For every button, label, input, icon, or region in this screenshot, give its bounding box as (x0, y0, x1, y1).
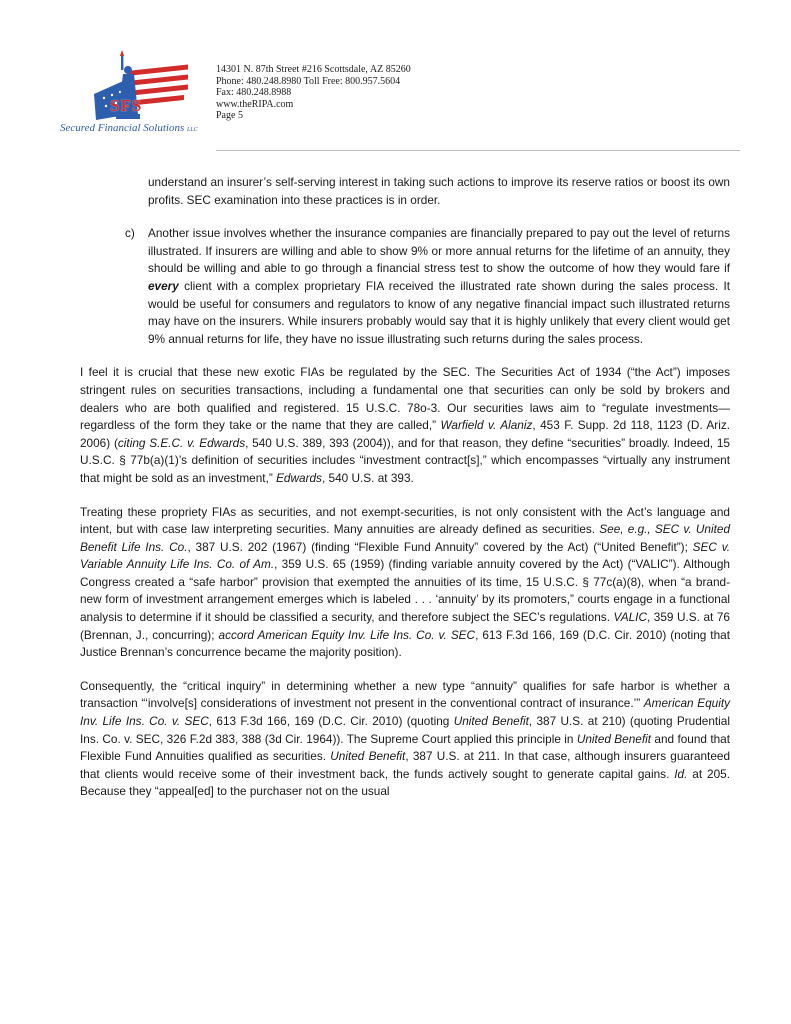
paragraph-treating-fias (80, 504, 730, 662)
case-citation: American Equity Inv. Life Ins. Co. v. SEC (80, 696, 730, 729)
list-marker: c) (125, 226, 135, 241)
company-name-text: Secured Financial Solutions (60, 122, 185, 134)
document-body (80, 174, 730, 817)
text-run: Treating these propriety FIAs as securities, and not exempt-securities, is not only consistent with the Act’s language and intent, but with case law interpreting securities. Many annuities are already defined as securities. (80, 504, 730, 537)
case-citation: United Benefit (453, 714, 529, 729)
case-citation: United Benefit (330, 749, 406, 764)
case-citation: United Benefit (576, 731, 652, 746)
text-run: , 453 F. Supp. 2d 118, 1123 (D. Ariz. 2006) ( (80, 418, 730, 450)
list-item-c (125, 225, 730, 348)
header-divider (216, 150, 740, 151)
text-run: Consequently, the “critical inquiry” in determining whether a new type “annuity” qualifies for safe harbor is whether a transaction “‘involve[s] considerations of investment not present in the conventional contract of insurance.’” (80, 678, 730, 711)
case-citation: Id. (674, 766, 688, 781)
logo-letters: SFS (110, 96, 143, 115)
text-run: , 359 U.S. 65 (1959) (finding variable annuity covered by the Act) (“VALIC”). Although Congress created a “safe harbor” provision that exempted the annuities of its time, 15 U.S.C. § 77c(a)(8), when “a brand-new form of investment arrangement emerges which is labeled . . . ‘annuity’ by its promoters,” courts engage in a functional analysis to determine if it should be classified a security, and therefore subject the SEC’s regulations. (80, 557, 730, 625)
emphasis: every (148, 278, 179, 293)
website: www.theRIPA.com (216, 98, 294, 110)
company-suffix: LLC (187, 127, 198, 133)
text-run: , 540 U.S. 389, 393 (2004)), and for that reason, they define “securities” broadly. Indeed, 15 U.S.C. § 77b(a)(1)’s definition of securities includes “investment contract[s],” which encompasses “virtually any instrument that might be sold as an investment,” (80, 435, 730, 485)
company-name (60, 122, 198, 134)
case-citation: accord American Equity Inv. Life Ins. Co. v. SEC (218, 627, 476, 642)
company-logo (60, 48, 208, 138)
text-run: , 540 U.S. at 393. (321, 470, 414, 485)
case-citation: citing S.E.C. v. Edwards (117, 435, 246, 450)
phone: Phone: 480.248.8980 Toll Free: 800.957.5604 (216, 75, 401, 87)
page-number: Page 5 (216, 110, 243, 122)
address: 14301 N. 87th Street #216 Scottsdale, AZ 85260 (216, 64, 411, 75)
text-run: , 613 F.3d 166, 169 (D.C. Cir. 2010) (noting that Justice Brennan’s concurrence became the majority position). (80, 627, 730, 660)
text-run: , 613 F.3d 166, 169 (D.C. Cir. 2010) (quoting (208, 714, 454, 729)
text-run: , 387 U.S. at 211. In that case, although insurers guaranteed that clients would receive some of their investment back, the funds actively sought to generate capital gains. (80, 749, 731, 781)
continued-paragraph: understand an insurer’s self-serving interest in taking such actions to improve its reserve ratios or boost its own profits. SEC examination into these practices is in order. (148, 175, 730, 207)
text-run: I feel it is crucial that these new exotic FIAs be regulated by the SEC. The Securities Act of 1934 (“the Act”) imposes stringent rules on securities transactions, including a fundamental one that securities can only be sold by brokers and dealers who are both qualified and registered. 15 U.S.C. 78o-3. Our securities laws aim to “regulate investments—regardless of the form they take or the name that they are called,” (80, 365, 730, 433)
case-citation: Warfield v. Alaniz (440, 418, 533, 433)
letterhead-contact (216, 64, 411, 122)
paragraph-securities-act (80, 364, 730, 487)
text-run: and found that Flexible Fund Annuities qualified as securities. (80, 731, 731, 764)
text-run: , 359 U.S. at 76 (Brennan, J., concurring); (80, 610, 730, 642)
text-run: Another issue involves whether the insurance companies are financially prepared to pay out the level of returns illustrated. If insurers are willing and able to show 9% or more annual returns for the lifetime of an annuity, they should be willing and able to go through a financial stress test to show the outcome of how they would fare if (148, 226, 730, 276)
case-citation: SEC v. Variable Annuity Life Ins. Co. of Am. (80, 539, 730, 572)
case-citation: Edwards (276, 470, 322, 485)
text-run: , 387 U.S. 202 (1967) (finding “Flexible Fund Annuity” covered by the Act) (“United Benefit”); (187, 539, 693, 554)
paragraph-critical-inquiry (80, 678, 730, 801)
case-citation: See, e.g., SEC v. United Benefit Life Ins. Co. (80, 522, 730, 554)
text-run: client with a complex proprietary FIA received the illustrated rate shown during the sales process. It would be useful for consumers and regulators to know of any negative financial impact such illustrated returns may have on the insurers. While insurers probably would say that it is highly unlikely that every client would get 9% annual returns for life, they have no issue illustrating such returns during the sales process. (148, 278, 730, 346)
case-citation: VALIC (613, 610, 647, 625)
text-run: , 387 U.S. at 210) (quoting Prudential Ins. Co. v. SEC, 326 F.2d 383, 388 (3d Cir. 1964)). The Supreme Court applied this principle in (80, 714, 730, 746)
fax: Fax: 480.248.8988 (216, 87, 292, 99)
text-run: at 205. Because they “appeal[ed] to the purchaser not on the usual (80, 766, 731, 799)
